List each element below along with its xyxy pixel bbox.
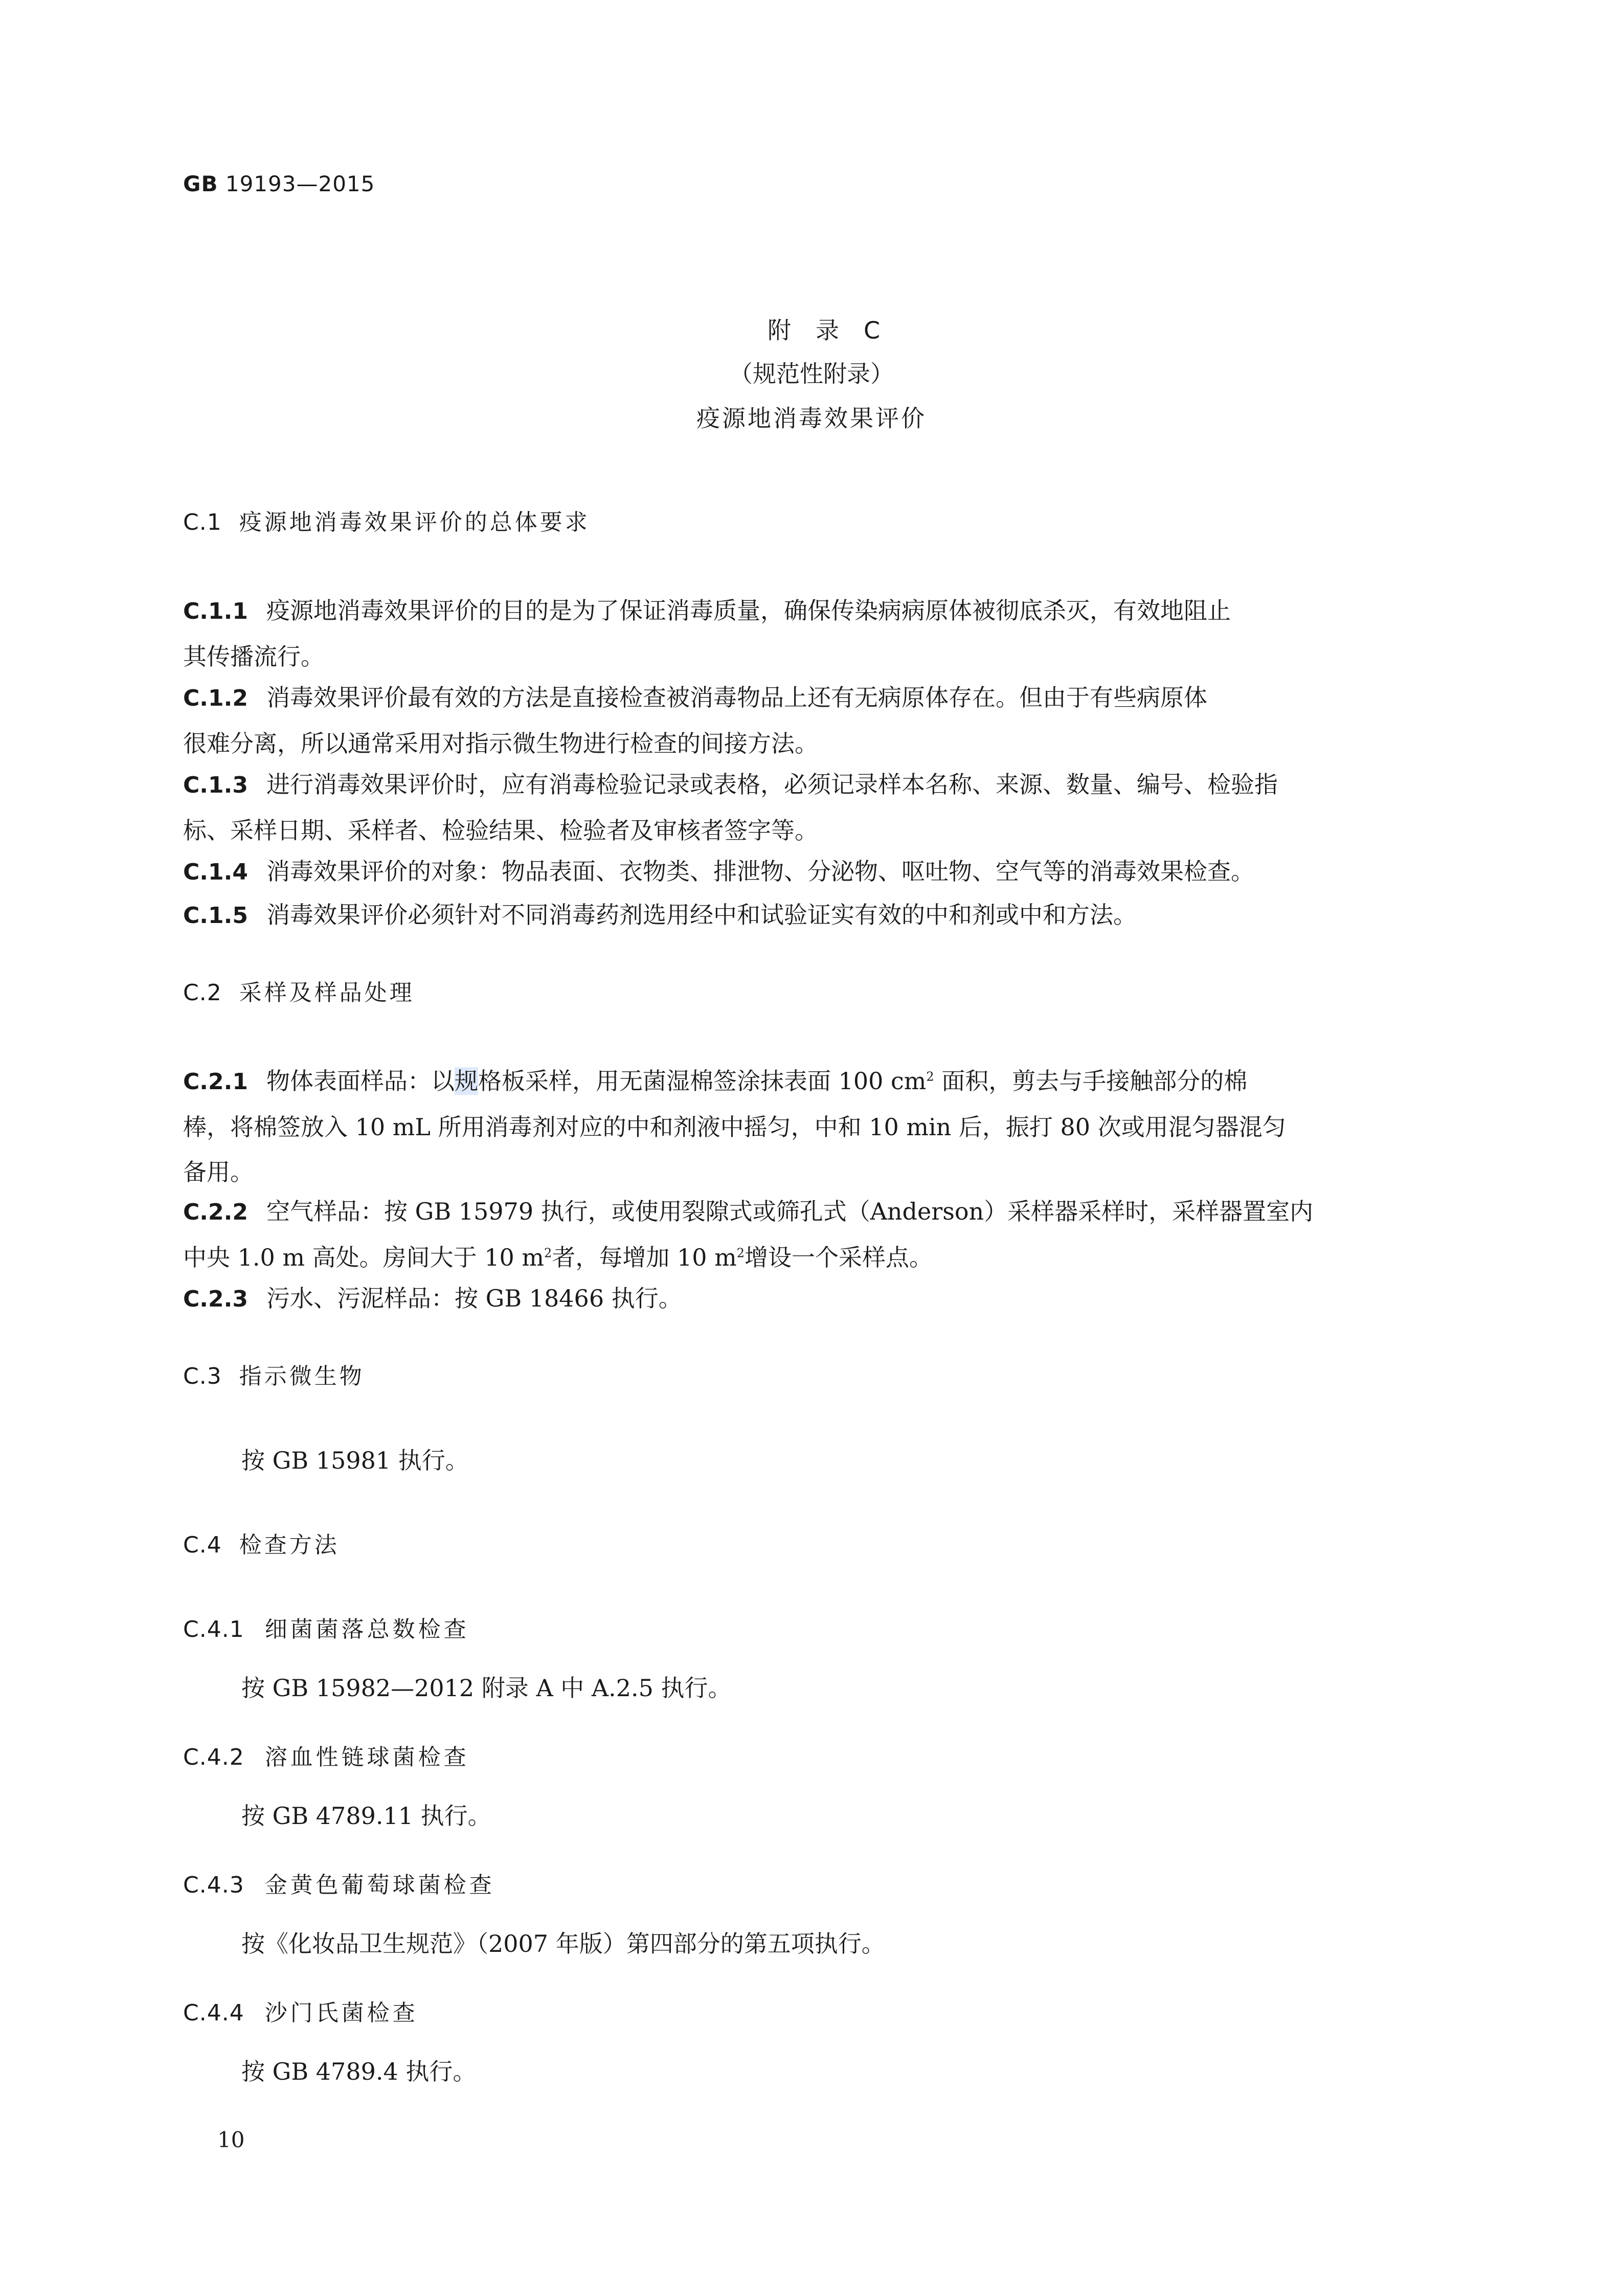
section-heading-c3 (183, 1358, 365, 1390)
clause-text: 格板采样，用无菌湿棉签涂抹表面 100 cm (478, 1067, 927, 1095)
section-number: C.1 (183, 509, 222, 535)
page-number: 10 (217, 2127, 245, 2152)
clause-c1-3 (183, 762, 1472, 853)
section-title: 疫源地消毒效果评价的总体要求 (239, 509, 590, 535)
appendix-label: 附录C (767, 317, 905, 344)
appendix-type: （规范性附录） (729, 360, 894, 388)
clause-number: C.1.2 (183, 685, 248, 711)
clause-text: 很难分离，所以通常采用对指示微生物进行检查的间接方法。 (183, 730, 818, 757)
appendix-title: 疫源地消毒效果评价 (696, 404, 927, 432)
clause-c1-1 (183, 588, 1472, 679)
clause-text: 其传播流行。 (183, 643, 324, 670)
clause-number: C.1.1 (183, 598, 248, 624)
clause-text: 消毒效果评价的对象：物品表面、衣物类、排泄物、分泌物、呕吐物、空气等的消毒效果检查。 (266, 858, 1254, 885)
standard-number: 19193—2015 (225, 171, 375, 196)
section-heading-c4 (183, 1526, 340, 1559)
subsection-title: 金黄色葡萄球菌检查 (264, 1872, 495, 1898)
section-c3-text: 按 GB 15981 执行。 (241, 1447, 469, 1474)
subsection-heading-c4-4 (183, 1994, 418, 2027)
subsection-c4-3-text: 按《化妆品卫生规范》（2007 年版）第四部分的第五项执行。 (241, 1930, 885, 1957)
clause-text: 空气样品：按 GB 15979 执行，或使用裂隙式或筛孔式（Anderson）采样器采样时，采样器置室内 (266, 1198, 1314, 1225)
clause-c1-5 (183, 892, 1472, 938)
superscript: 2 (736, 1246, 745, 1260)
clause-text: 棒，将棉签放入 10 mL 所用消毒剂对应的中和剂液中摇匀，中和 10 min 后，振打 80 次或用混匀器混匀 (183, 1113, 1286, 1141)
clause-number: C.1.3 (183, 772, 248, 798)
clause-text: 消毒效果评价最有效的方法是直接检查被消毒物品上还有无病原体存在。但由于有些病原体 (266, 684, 1207, 711)
clause-number: C.2.1 (183, 1069, 248, 1095)
section-heading-c2 (183, 974, 415, 1007)
clause-text: 面积，剪去与手接触部分的棉 (934, 1067, 1248, 1095)
clause-text: 标、采样日期、采样者、检验结果、检验者及审核者签字等。 (183, 817, 818, 844)
standard-prefix: GB (183, 171, 218, 196)
clause-text: 消毒效果评价必须针对不同消毒药剂选用经中和试验证实有效的中和剂或中和方法。 (266, 901, 1137, 929)
subsection-heading-c4-3 (183, 1866, 495, 1899)
clause-number: C.2.2 (183, 1199, 248, 1225)
subsection-c4-2-text: 按 GB 4789.11 执行。 (241, 1802, 491, 1830)
standard-code (183, 171, 375, 196)
section-number: C.4 (183, 1532, 222, 1558)
clause-text: 备用。 (183, 1158, 254, 1186)
clause-number: C.2.3 (183, 1286, 248, 1312)
subsection-heading-c4-2 (183, 1739, 469, 1771)
superscript: 2 (926, 1069, 934, 1084)
subsection-heading-c4-1 (183, 1611, 469, 1644)
section-title: 采样及样品处理 (239, 980, 415, 1006)
subsection-c4-4-text: 按 GB 4789.4 执行。 (241, 2058, 477, 2085)
subsection-c4-1-text: 按 GB 15982—2012 附录 A 中 A.2.5 执行。 (241, 1674, 732, 1702)
subsection-title: 细菌菌落总数检查 (264, 1616, 469, 1642)
section-title: 指示微生物 (239, 1363, 365, 1389)
clause-c2-2 (183, 1189, 1472, 1280)
clause-c1-2 (183, 675, 1472, 766)
clause-number: C.1.4 (183, 859, 248, 885)
clause-text: 污水、污泥样品：按 GB 18466 执行。 (266, 1285, 682, 1312)
section-title: 检查方法 (239, 1532, 340, 1558)
subsection-number: C.4.2 (183, 1744, 244, 1770)
subsection-title: 沙门氏菌检查 (264, 2000, 418, 2026)
clause-c2-1 (183, 1059, 1472, 1195)
clause-text: 疫源地消毒效果评价的目的是为了保证消毒质量，确保传染病病原体被彻底杀灭，有效地阻止 (266, 597, 1231, 624)
superscript: 2 (544, 1246, 552, 1260)
subsection-title: 溶血性链球菌检查 (264, 1744, 469, 1770)
clause-text: 物体表面样品：以 (266, 1067, 455, 1095)
clause-c2-3 (183, 1276, 1472, 1322)
section-number: C.2 (183, 980, 222, 1006)
section-number: C.3 (183, 1363, 222, 1389)
subsection-number: C.4.1 (183, 1616, 244, 1642)
clause-c1-4 (183, 849, 1472, 895)
section-heading-c1 (183, 504, 590, 536)
clause-text: 者，每增加 10 m (552, 1244, 737, 1271)
clause-text: 增设一个采样点。 (745, 1244, 933, 1271)
highlighted-text: 规 (454, 1067, 478, 1095)
subsection-number: C.4.4 (183, 2000, 244, 2026)
subsection-number: C.4.3 (183, 1872, 244, 1898)
clause-text: 进行消毒效果评价时，应有消毒检验记录或表格，必须记录样本名称、来源、数量、编号、检验指 (266, 771, 1278, 798)
clause-text: 中央 1.0 m 高处。房间大于 10 m (183, 1244, 545, 1271)
clause-number: C.1.5 (183, 903, 248, 929)
